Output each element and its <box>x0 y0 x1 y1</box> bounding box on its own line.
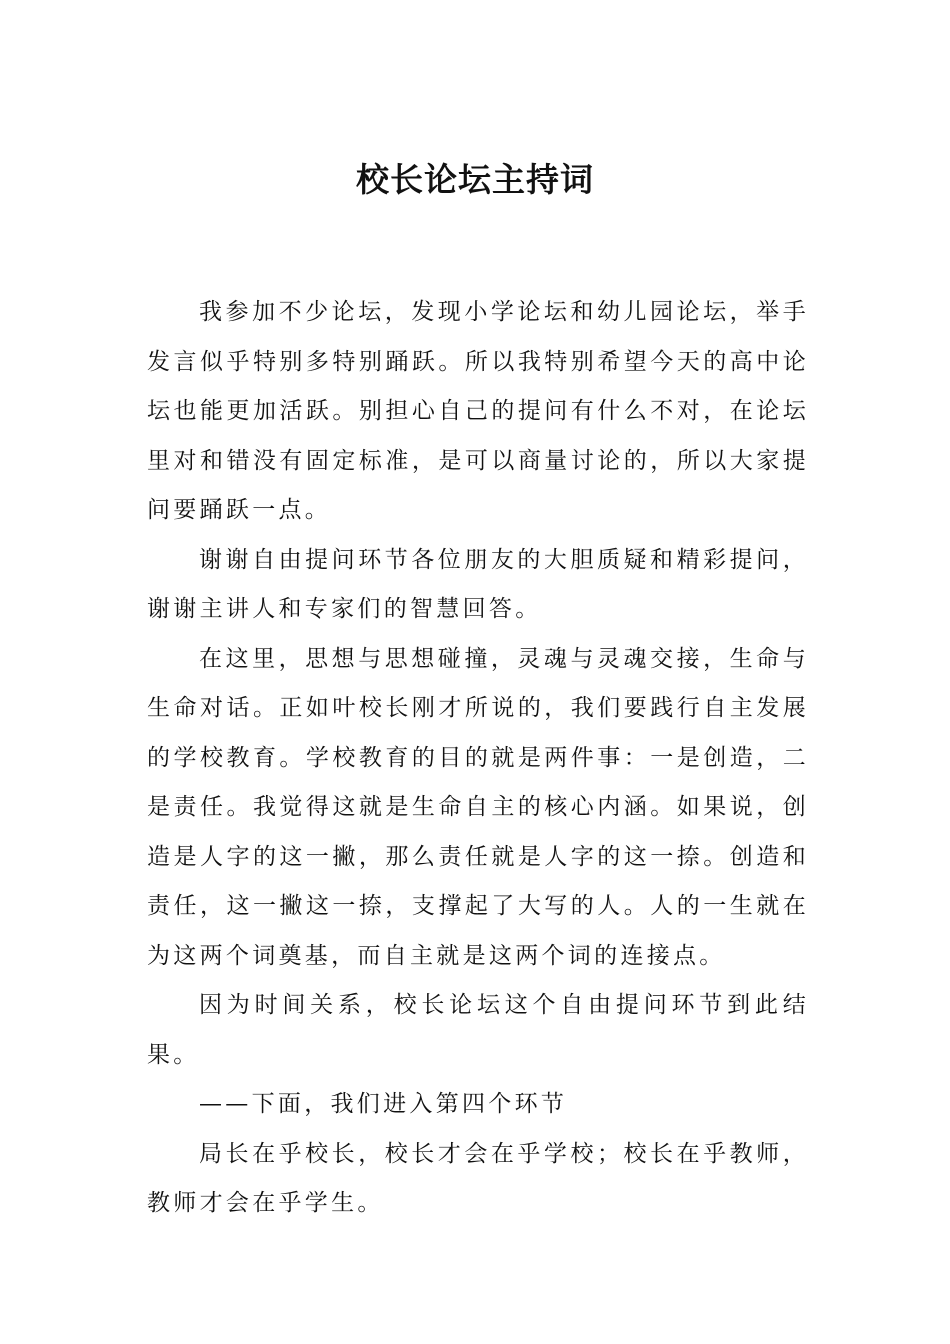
document-title: 校长论坛主持词 <box>356 160 594 199</box>
paragraph-education-purpose: 在这里，思想与思想碰撞，灵魂与灵魂交接，生命与生命对话。正如叶校长刚才所说的，我们要践行自主发展的学校教育。学校教育的目的就是两件事：一是创造，二是责任。我觉得这就是生命自主的核心内涵。如果说，创造是人字的这一撇，那么责任就是人字的这一捺。创造和责任，这一撇这一捺，支撑起了大写的人。人的一生就在为这两个词奠基，而自主就是这两个词的连接点。 <box>147 645 809 969</box>
paragraph-care-chain: 局长在乎校长，校长才会在乎学校；校长在乎教师，教师才会在乎学生。 <box>147 1140 809 1216</box>
paragraph-time-conclusion: 因为时间关系，校长论坛这个自由提问环节到此结果。 <box>147 992 809 1068</box>
document-body <box>147 288 809 1229</box>
paragraph-forum-participation: 我参加不少论坛，发现小学论坛和幼儿园论坛，举手发言似乎特别多特别踊跃。所以我特别希望今天的高中论坛也能更加活跃。别担心自己的提问有什么不对，在论坛里对和错没有固定标准，是可以商量讨论的，所以大家提问要踊跃一点。 <box>147 299 809 523</box>
paragraph-next-section: ——下面，我们进入第四个环节 <box>199 1091 568 1117</box>
paragraph-thanks: 谢谢自由提问环节各位朋友的大胆质疑和精彩提问，谢谢主讲人和专家们的智慧回答。 <box>147 546 809 622</box>
